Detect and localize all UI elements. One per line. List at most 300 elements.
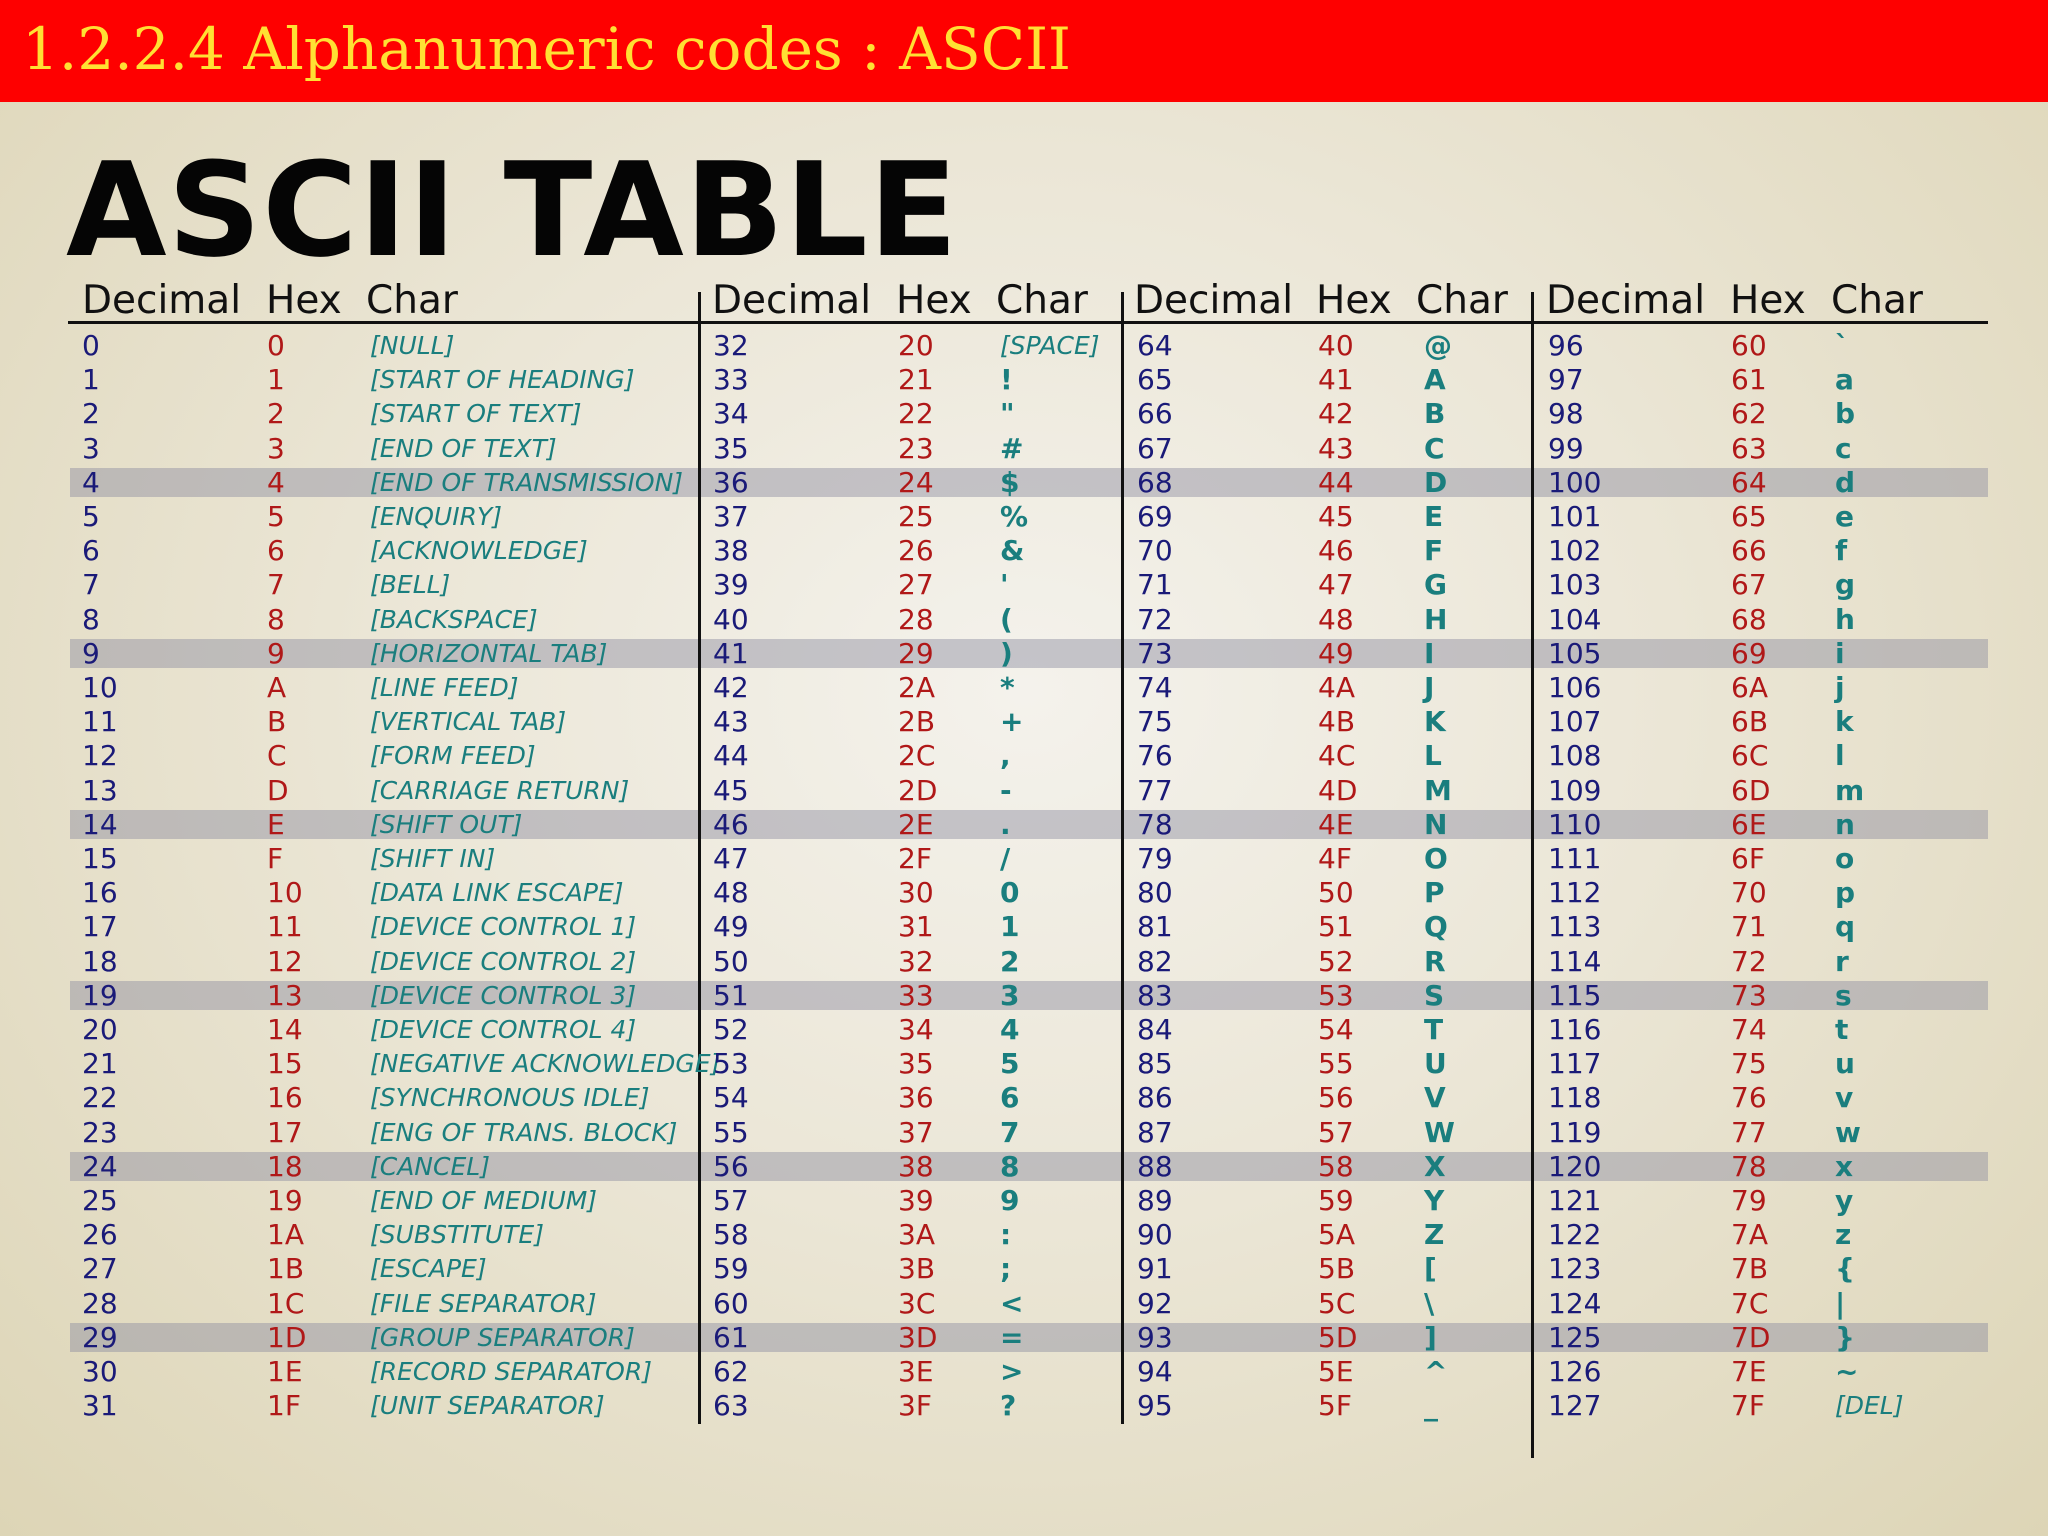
char-cell: U (1424, 1047, 1447, 1081)
header-decimal: Decimal (1546, 278, 1706, 323)
hex-cell: 2E (898, 807, 934, 841)
hex-cell: 39 (898, 1184, 934, 1217)
decimal-cell: 38 (713, 534, 749, 568)
char-cell: [BELL] (370, 570, 451, 600)
hex-cell: 79 (1731, 1184, 1767, 1217)
decimal-cell: 7 (82, 568, 100, 602)
char-cell: A (1424, 363, 1446, 397)
char-cell: 8 (1000, 1149, 1020, 1183)
hex-cell: 35 (898, 1047, 934, 1081)
char-cell: y (1835, 1184, 1854, 1217)
decimal-cell: 8 (82, 602, 100, 636)
hex-cell: 3C (898, 1286, 936, 1320)
decimal-cell: 24 (82, 1149, 118, 1183)
char-cell: ` (1835, 329, 1849, 362)
decimal-cell: 42 (713, 671, 749, 704)
decimal-cell: 33 (713, 363, 749, 397)
hex-cell: 2B (898, 705, 936, 739)
decimal-cell: 73 (1137, 636, 1173, 670)
hex-cell: 15 (267, 1047, 303, 1081)
hex-cell: 3B (898, 1252, 936, 1286)
char-cell: N (1424, 807, 1448, 841)
char-cell: K (1424, 705, 1446, 739)
char-cell: Q (1424, 910, 1448, 944)
decimal-cell: 3 (82, 431, 100, 465)
hex-cell: 48 (1318, 602, 1354, 636)
char-cell: / (1000, 842, 1011, 875)
hex-cell: 7F (1731, 1389, 1765, 1423)
decimal-cell: 51 (713, 978, 749, 1012)
header-char: Char (996, 278, 1088, 323)
char-cell: ! (1000, 363, 1013, 397)
char-cell: { (1835, 1252, 1855, 1286)
hex-cell: 6B (1731, 705, 1769, 739)
column-divider (698, 292, 701, 1424)
hex-cell: 7 (267, 568, 285, 602)
decimal-cell: 53 (713, 1047, 749, 1081)
char-cell: [FILE SEPARATOR] (370, 1288, 597, 1318)
char-cell: & (1000, 534, 1025, 568)
decimal-cell: 17 (82, 910, 118, 944)
decimal-cell: 83 (1137, 978, 1173, 1012)
decimal-cell: 0 (82, 329, 100, 362)
hex-cell: 59 (1318, 1184, 1354, 1217)
decimal-cell: 116 (1548, 1013, 1602, 1046)
decimal-cell: 107 (1548, 705, 1602, 739)
hex-cell: C (267, 739, 287, 773)
decimal-cell: 10 (82, 671, 118, 704)
char-cell: " (1000, 397, 1015, 431)
decimal-cell: 63 (713, 1389, 749, 1423)
char-cell: J (1424, 671, 1435, 704)
hex-cell: A (267, 671, 287, 704)
char-cell: H (1424, 602, 1448, 636)
decimal-cell: 126 (1548, 1355, 1602, 1388)
char-cell: O (1424, 842, 1448, 875)
char-cell: 2 (1000, 944, 1020, 978)
char-cell: # (1000, 431, 1024, 465)
column-divider (1531, 292, 1534, 1458)
hex-cell: 42 (1318, 397, 1354, 431)
decimal-cell: 99 (1548, 431, 1584, 465)
char-cell: , (1000, 739, 1011, 773)
char-cell: L (1424, 739, 1442, 773)
decimal-cell: 64 (1137, 329, 1173, 362)
decimal-cell: 12 (82, 739, 118, 773)
hex-cell: 9 (267, 636, 285, 670)
hex-cell: 7E (1731, 1355, 1767, 1388)
hex-cell: F (267, 842, 284, 875)
decimal-cell: 69 (1137, 500, 1173, 533)
char-cell: x (1835, 1149, 1854, 1183)
hex-cell: 47 (1318, 568, 1354, 602)
decimal-cell: 52 (713, 1013, 749, 1046)
decimal-cell: 85 (1137, 1047, 1173, 1081)
hex-cell: 2F (898, 842, 932, 875)
decimal-cell: 45 (713, 773, 749, 807)
hex-cell: 5C (1318, 1286, 1356, 1320)
hex-cell: 44 (1318, 465, 1354, 499)
char-cell: < (1000, 1286, 1024, 1320)
hex-cell: 7C (1731, 1286, 1769, 1320)
char-cell: T (1424, 1013, 1444, 1046)
decimal-cell: 41 (713, 636, 749, 670)
char-cell: [DEVICE CONTROL 3] (370, 980, 637, 1010)
hex-cell: 24 (898, 465, 934, 499)
char-cell: [DATA LINK ESCAPE] (370, 878, 624, 908)
char-cell: S (1424, 978, 1445, 1012)
decimal-cell: 105 (1548, 636, 1602, 670)
decimal-cell: 86 (1137, 1081, 1173, 1115)
hex-cell: 49 (1318, 636, 1354, 670)
char-cell: 0 (1000, 876, 1020, 910)
header-char: Char (1416, 278, 1508, 323)
char-cell: = (1000, 1320, 1024, 1354)
decimal-cell: 36 (713, 465, 749, 499)
decimal-cell: 102 (1548, 534, 1602, 568)
char-cell: v (1835, 1081, 1854, 1115)
hex-cell: 68 (1731, 602, 1767, 636)
slide-title: 1.2.2.4 Alphanumeric codes : ASCII (22, 15, 1071, 83)
decimal-cell: 108 (1548, 739, 1602, 773)
char-cell: w (1835, 1115, 1861, 1149)
hex-cell: 76 (1731, 1081, 1767, 1115)
hex-cell: 11 (267, 910, 303, 944)
char-cell: [DEL] (1835, 1391, 1904, 1421)
char-cell: G (1424, 568, 1447, 602)
decimal-cell: 122 (1548, 1218, 1602, 1252)
hex-cell: 29 (898, 636, 934, 670)
char-cell: [VERTICAL TAB] (370, 707, 567, 737)
char-cell: h (1835, 602, 1855, 636)
decimal-cell: 59 (713, 1252, 749, 1286)
hex-cell: 22 (898, 397, 934, 431)
hex-cell: 27 (898, 568, 934, 602)
char-cell: [CANCEL] (370, 1151, 490, 1181)
decimal-cell: 9 (82, 636, 100, 670)
char-cell: g (1835, 568, 1856, 602)
char-cell: [ENG OF TRANS. BLOCK] (370, 1117, 678, 1147)
hex-cell: 67 (1731, 568, 1767, 602)
char-cell: ^ (1424, 1355, 1448, 1388)
decimal-cell: 111 (1548, 842, 1602, 875)
char-cell: [START OF HEADING] (370, 365, 635, 395)
decimal-cell: 67 (1137, 431, 1173, 465)
hex-cell: 30 (898, 876, 934, 910)
char-cell: - (1000, 773, 1012, 807)
hex-cell: 10 (267, 876, 303, 910)
hex-cell: 31 (898, 910, 934, 944)
decimal-cell: 120 (1548, 1149, 1602, 1183)
decimal-cell: 113 (1548, 910, 1602, 944)
char-cell: [RECORD SEPARATOR] (370, 1357, 652, 1386)
decimal-cell: 61 (713, 1320, 749, 1354)
hex-cell: 1 (267, 363, 285, 397)
char-cell: [DEVICE CONTROL 2] (370, 946, 637, 976)
header-decimal: Decimal (1134, 278, 1294, 323)
decimal-cell: 54 (713, 1081, 749, 1115)
hex-cell: 4 (267, 465, 285, 499)
decimal-cell: 92 (1137, 1286, 1173, 1320)
hex-cell: 3D (898, 1320, 938, 1354)
header-hex: Hex (266, 278, 342, 323)
decimal-cell: 78 (1137, 807, 1173, 841)
hex-cell: 6F (1731, 842, 1765, 875)
hex-cell: 40 (1318, 329, 1354, 362)
decimal-cell: 50 (713, 944, 749, 978)
char-cell: b (1835, 397, 1856, 431)
decimal-cell: 88 (1137, 1149, 1173, 1183)
char-cell: [GROUP SEPARATOR] (370, 1322, 635, 1352)
decimal-cell: 103 (1548, 568, 1602, 602)
char-cell: [END OF TRANSMISSION] (370, 467, 684, 497)
decimal-cell: 81 (1137, 910, 1173, 944)
hex-cell: 3F (898, 1389, 932, 1423)
hex-cell: 56 (1318, 1081, 1354, 1115)
char-cell: [END OF TEXT] (370, 433, 557, 463)
decimal-cell: 77 (1137, 773, 1173, 807)
hex-cell: 4A (1318, 671, 1355, 704)
decimal-cell: 104 (1548, 602, 1602, 636)
hex-cell: 61 (1731, 363, 1767, 397)
hex-cell: 2D (898, 773, 938, 807)
decimal-cell: 30 (82, 1355, 118, 1388)
char-cell: t (1835, 1013, 1849, 1046)
decimal-cell: 74 (1137, 671, 1173, 704)
highlighted-row-band (70, 981, 1988, 1010)
hex-cell: 62 (1731, 397, 1767, 431)
char-cell: k (1835, 705, 1854, 739)
highlighted-row-band (70, 639, 1988, 668)
char-cell: ~ (1835, 1355, 1859, 1388)
hex-cell: B (267, 705, 287, 739)
highlighted-row-band (70, 1323, 1988, 1352)
char-cell: | (1835, 1286, 1846, 1320)
hex-cell: 4D (1318, 773, 1358, 807)
hex-cell: 4F (1318, 842, 1352, 875)
hex-cell: 66 (1731, 534, 1767, 568)
hex-cell: D (267, 773, 289, 807)
hex-cell: 5B (1318, 1252, 1356, 1286)
decimal-cell: 48 (713, 876, 749, 910)
char-cell: c (1835, 431, 1852, 465)
hex-cell: 64 (1731, 465, 1767, 499)
hex-cell: 69 (1731, 636, 1767, 670)
highlighted-row-band (70, 1152, 1988, 1181)
decimal-cell: 119 (1548, 1115, 1602, 1149)
decimal-cell: 94 (1137, 1355, 1173, 1388)
decimal-cell: 91 (1137, 1252, 1173, 1286)
hex-cell: 70 (1731, 876, 1767, 910)
hex-cell: 53 (1318, 978, 1354, 1012)
highlighted-row-band (70, 810, 1988, 839)
hex-cell: 37 (898, 1115, 934, 1149)
decimal-cell: 11 (82, 705, 118, 739)
hex-cell: 75 (1731, 1047, 1767, 1081)
decimal-cell: 60 (713, 1286, 749, 1320)
char-cell: 9 (1000, 1184, 1020, 1217)
char-cell: \ (1424, 1286, 1435, 1320)
decimal-cell: 49 (713, 910, 749, 944)
hex-cell: 77 (1731, 1115, 1767, 1149)
char-cell: _ (1424, 1389, 1438, 1423)
char-cell: [SHIFT OUT] (370, 809, 523, 839)
hex-cell: 5 (267, 500, 285, 533)
hex-cell: E (267, 807, 285, 841)
decimal-cell: 96 (1548, 329, 1584, 362)
char-cell: 5 (1000, 1047, 1020, 1081)
char-cell: V (1424, 1081, 1446, 1115)
decimal-cell: 97 (1548, 363, 1584, 397)
char-cell: [ACKNOWLEDGE] (370, 536, 588, 566)
char-cell: [SUBSTITUTE] (370, 1220, 544, 1250)
decimal-cell: 19 (82, 978, 118, 1012)
hex-cell: 36 (898, 1081, 934, 1115)
char-cell: ( (1000, 602, 1013, 636)
decimal-cell: 80 (1137, 876, 1173, 910)
hex-cell: 41 (1318, 363, 1354, 397)
char-cell: q (1835, 910, 1856, 944)
decimal-cell: 15 (82, 842, 118, 875)
decimal-cell: 121 (1548, 1184, 1602, 1217)
hex-cell: 78 (1731, 1149, 1767, 1183)
highlighted-row-band (70, 468, 1988, 497)
char-cell: + (1000, 705, 1024, 739)
hex-cell: 6E (1731, 807, 1767, 841)
hex-cell: 1F (267, 1389, 301, 1423)
hex-cell: 1C (267, 1286, 305, 1320)
char-cell: Y (1424, 1184, 1445, 1217)
decimal-cell: 79 (1137, 842, 1173, 875)
decimal-cell: 40 (713, 602, 749, 636)
char-cell: . (1000, 807, 1011, 841)
header-char: Char (1831, 278, 1923, 323)
char-cell: * (1000, 671, 1015, 704)
ascii-table-heading: ASCII TABLE (66, 134, 959, 286)
char-cell: z (1835, 1218, 1852, 1252)
decimal-cell: 101 (1548, 500, 1602, 533)
hex-cell: 32 (898, 944, 934, 978)
char-cell: W (1424, 1115, 1455, 1149)
char-cell: l (1835, 739, 1845, 773)
char-cell: [SHIFT IN] (370, 844, 496, 873)
header-hex: Hex (1316, 278, 1392, 323)
decimal-cell: 93 (1137, 1320, 1173, 1354)
hex-cell: 50 (1318, 876, 1354, 910)
decimal-cell: 35 (713, 431, 749, 465)
hex-cell: 5E (1318, 1355, 1354, 1388)
char-cell: $ (1000, 465, 1020, 499)
char-cell: Z (1424, 1218, 1445, 1252)
decimal-cell: 13 (82, 773, 118, 807)
char-cell: j (1835, 671, 1845, 704)
decimal-cell: 32 (713, 329, 749, 362)
decimal-cell: 106 (1548, 671, 1602, 704)
hex-cell: 1B (267, 1252, 305, 1286)
hex-cell: 2 (267, 397, 285, 431)
char-cell: s (1835, 978, 1852, 1012)
decimal-cell: 109 (1548, 773, 1602, 807)
hex-cell: 65 (1731, 500, 1767, 533)
hex-cell: 12 (267, 944, 303, 978)
hex-cell: 4C (1318, 739, 1356, 773)
decimal-cell: 75 (1137, 705, 1173, 739)
char-cell: [DEVICE CONTROL 4] (370, 1015, 637, 1044)
decimal-cell: 70 (1137, 534, 1173, 568)
decimal-cell: 20 (82, 1013, 118, 1046)
decimal-cell: 115 (1548, 978, 1602, 1012)
hex-cell: 6D (1731, 773, 1771, 807)
char-cell: m (1835, 773, 1865, 807)
decimal-cell: 22 (82, 1081, 118, 1115)
decimal-cell: 57 (713, 1184, 749, 1217)
decimal-cell: 112 (1548, 876, 1602, 910)
hex-cell: 5D (1318, 1320, 1358, 1354)
decimal-cell: 87 (1137, 1115, 1173, 1149)
decimal-cell: 98 (1548, 397, 1584, 431)
decimal-cell: 55 (713, 1115, 749, 1149)
decimal-cell: 62 (713, 1355, 749, 1388)
hex-cell: 6C (1731, 739, 1769, 773)
hex-cell: 34 (898, 1013, 934, 1046)
decimal-cell: 39 (713, 568, 749, 602)
char-cell: o (1835, 842, 1855, 875)
char-cell: [START OF TEXT] (370, 399, 582, 429)
decimal-cell: 117 (1548, 1047, 1602, 1081)
decimal-cell: 114 (1548, 944, 1602, 978)
hex-cell: 43 (1318, 431, 1354, 465)
decimal-cell: 66 (1137, 397, 1173, 431)
header-decimal: Decimal (712, 278, 872, 323)
decimal-cell: 90 (1137, 1218, 1173, 1252)
char-cell: a (1835, 363, 1854, 397)
hex-cell: 71 (1731, 910, 1767, 944)
hex-cell: 72 (1731, 944, 1767, 978)
decimal-cell: 25 (82, 1184, 118, 1217)
hex-cell: 7D (1731, 1320, 1771, 1354)
decimal-cell: 34 (713, 397, 749, 431)
decimal-cell: 71 (1137, 568, 1173, 602)
decimal-cell: 1 (82, 363, 100, 397)
hex-cell: 54 (1318, 1013, 1354, 1046)
hex-cell: 1D (267, 1320, 307, 1354)
hex-cell: 20 (898, 329, 934, 362)
hex-cell: 14 (267, 1013, 303, 1046)
char-cell: ' (1000, 568, 1009, 602)
decimal-cell: 37 (713, 500, 749, 533)
hex-cell: 5F (1318, 1389, 1352, 1423)
decimal-cell: 14 (82, 807, 118, 841)
hex-cell: 4B (1318, 705, 1356, 739)
decimal-cell: 5 (82, 500, 100, 533)
char-cell: p (1835, 876, 1856, 910)
hex-cell: 4E (1318, 807, 1354, 841)
char-cell: B (1424, 397, 1446, 431)
decimal-cell: 43 (713, 705, 749, 739)
char-cell: R (1424, 944, 1446, 978)
hex-cell: 33 (898, 978, 934, 1012)
decimal-cell: 16 (82, 876, 118, 910)
char-cell: 4 (1000, 1013, 1020, 1046)
header-hex: Hex (1730, 278, 1806, 323)
char-cell: u (1835, 1047, 1855, 1081)
char-cell: [END OF MEDIUM] (370, 1186, 598, 1215)
hex-cell: 8 (267, 602, 285, 636)
hex-cell: 3E (898, 1355, 934, 1388)
char-cell: [ENQUIRY] (370, 502, 502, 531)
char-cell: E (1424, 500, 1444, 533)
header-char: Char (366, 278, 458, 323)
